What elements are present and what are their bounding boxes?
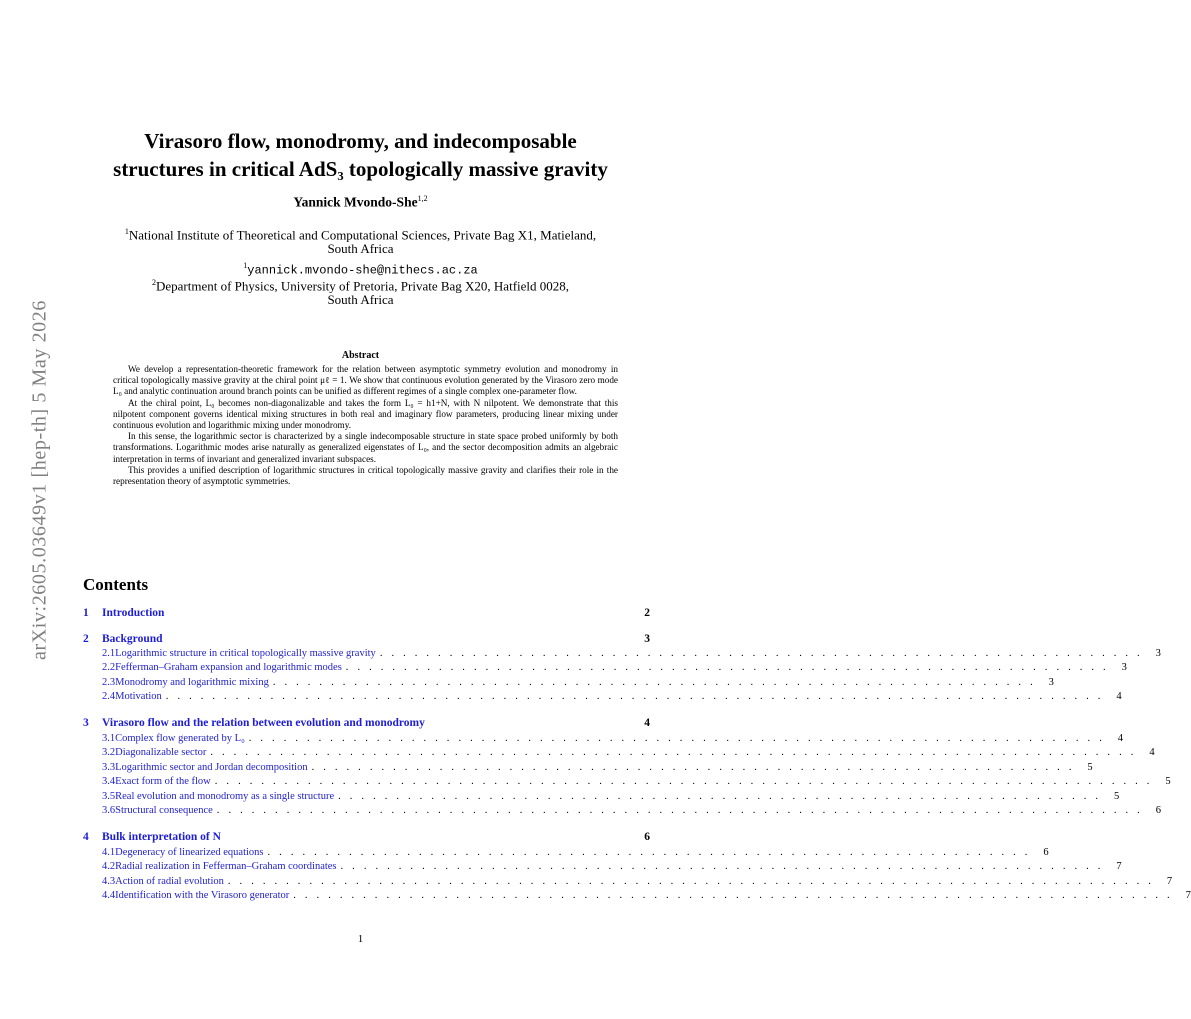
affiliation-2-line-2: South Africa	[327, 292, 394, 307]
toc-page-number: 3	[1155, 648, 1161, 659]
abstract-heading: Abstract	[341, 350, 380, 361]
toc-dot-leader: . . . . . . . . . . . . . . . . . . . . . . . . . . . . . . . . . . . . . . . . . . . . . . . . . . . . . . . . . . . . . . . . . .	[340, 861, 1104, 872]
toc-dot-leader: . . . . . . . . . . . . . . . . . . . . . . . . . . . . . . . . . . . . . . . . . . . . . . . . . . . . . . . . . . . . . . . . . .	[345, 662, 1109, 673]
toc-subsection-2-2[interactable]	[83, 662, 1127, 673]
abstract-body	[113, 364, 618, 487]
toc-page-number: 5	[1087, 762, 1093, 773]
toc-subsection-title: Identification with the Virasoro generator	[115, 890, 290, 901]
toc-page-number: 3	[644, 633, 650, 645]
toc-subsection-title: Degeneracy of linearized equations	[115, 847, 264, 858]
toc-subsection-4-2[interactable]	[83, 861, 1122, 872]
toc-dot-leader: . . . . . . . . . . . . . . . . . . . . . . . . . . . . . . . . . . . . . . . . . . . . . . . . . . . . . . . . . . . . . . . . . . . . . . . . . . . . . . . . .	[214, 776, 1153, 787]
toc-page-number: 7	[1166, 876, 1173, 887]
arxiv-stamp-text: arXiv:2605.03649v1 [hep-th] 5 May 2026	[28, 300, 51, 660]
toc-dot-leader: . . . . . . . . . . . . . . . . . . . . . . . . . . . . . . . . . . . . . . . . . . . . . . . . . . . . . . . . . . . . . . . . . .	[267, 847, 1031, 858]
toc-subsection-3-3[interactable]	[83, 762, 1093, 773]
paper-title-line-2: structures in critical AdS₃ topologically massive gravity	[113, 157, 608, 181]
author-affiliation-marks: 1,2	[417, 194, 428, 203]
toc-page-number: 5	[1113, 791, 1120, 802]
toc-subsection-2-3[interactable]	[83, 677, 1054, 688]
toc-subsection-number: 4.4	[102, 890, 116, 901]
abstract-paragraph: This provides a unified description of logarithmic structures in critical topologically massive gravity and clarifies their role in the representation theory of asymptotic symmetries.	[113, 464, 618, 487]
toc-section-number: 3	[83, 717, 89, 729]
toc-section-number: 4	[83, 831, 89, 843]
toc-page-number: 7	[1116, 861, 1122, 872]
toc-section-title: Introduction	[102, 607, 165, 619]
toc-subsection-title: Logarithmic sector and Jordan decomposition	[115, 762, 308, 773]
toc-dot-leader: . . . . . . . . . . . . . . . . . . . . . . . . . . . . . . . . . . . . . . . . . . . . . . . . . . . . . . . . . . . . . . . . . . . . . . . . . . . .	[293, 890, 1173, 901]
affiliation-2-mark: 2	[151, 278, 156, 287]
affiliation-1-line-2: South Africa	[327, 241, 394, 256]
toc-page-number: 4	[644, 717, 650, 729]
toc-subsection-number: 2.2	[102, 662, 116, 673]
toc-page-number: 3	[1048, 677, 1054, 688]
toc-page-number: 4	[1116, 691, 1122, 702]
toc-subsection-3-1[interactable]	[83, 733, 1124, 744]
toc-subsection-4-1[interactable]	[83, 847, 1049, 858]
toc-section-title: Bulk interpretation of N	[102, 831, 221, 843]
toc-dot-leader: . . . . . . . . . . . . . . . . . . . . . . . . . . . . . . . . . . . . . . . . . . . . . . . . . . . . . . . . . . . . . . . . . . . . . . . . . . . . . . . .	[216, 805, 1143, 816]
toc-subsection-title: Structural consequence	[115, 805, 213, 816]
toc-subsection-2-4[interactable]	[83, 691, 1122, 702]
toc-subsection-number: 3.2	[102, 747, 116, 758]
toc-subsection-number: 2.4	[102, 691, 116, 702]
affiliation-2-text: Department of Physics, University of Pretoria, Private Bag X20, Hatfield 0028,	[155, 278, 570, 294]
author-email-link[interactable]: yannick.mvondo-she@nithecs.ac.za	[247, 263, 478, 278]
toc-subsection-3-4[interactable]	[83, 776, 1171, 787]
toc-subsection-title: Fefferman–Graham expansion and logarithmic modes	[115, 662, 342, 673]
toc-section-title: Virasoro flow and the relation between evolution and monodromy	[102, 717, 425, 729]
toc-subsection-3-5[interactable]	[83, 791, 1120, 802]
author	[0, 194, 721, 211]
abstract-paragraph: In this sense, the logarithmic sector is characterized by a single indecomposable structure in state space probed uniformly by both transformations. Logarithmic modes arise naturally as generalized eigenstates of L₀, and the sector decomposition admits an algebraic interpretation in terms of invariant and generalized invariant subspaces.	[113, 431, 618, 464]
toc-subsection-title: Logarithmic structure in critical topologically massive gravity	[115, 648, 376, 659]
toc-page-number: 6	[644, 831, 650, 843]
email-affiliation-mark: 1	[243, 261, 248, 270]
toc-subsection-4-4[interactable]	[83, 890, 1191, 901]
toc-subsection-number: 3.5	[102, 791, 116, 802]
toc-section-bulk-interpretation[interactable]	[83, 831, 650, 843]
toc-page-number: 6	[1155, 805, 1161, 816]
toc-subsection-number: 4.2	[102, 861, 116, 872]
toc-page-number: 3	[1121, 662, 1127, 673]
toc-subsection-2-1[interactable]	[83, 648, 1161, 659]
toc-section-introduction[interactable]	[83, 607, 650, 619]
toc-subsection-number: 4.3	[102, 876, 116, 887]
toc-subsection-3-2[interactable]	[83, 747, 1155, 758]
toc-page-number: 6	[1043, 847, 1049, 858]
toc-page-number: 4	[1149, 747, 1155, 758]
toc-section-background[interactable]	[83, 633, 650, 645]
toc-subsection-number: 3.3	[102, 762, 116, 773]
toc-subsection-title: Monodromy and logarithmic mixing	[115, 677, 269, 688]
toc-subsection-number: 3.4	[102, 776, 116, 787]
affiliation-1-mark: 1	[124, 227, 129, 236]
toc-dot-leader: . . . . . . . . . . . . . . . . . . . . . . . . . . . . . . . . . . . . . . . . . . . . . . . . . . . . . . . . . . . . . . . . . .	[338, 791, 1102, 802]
toc-subsection-number: 2.3	[102, 677, 116, 688]
toc-subsection-title: Complex flow generated by L₀	[115, 733, 245, 744]
abstract-paragraph: At the chiral point, L₀ becomes non-diagonalizable and takes the form L₀ = h1+N, with N nilpotent. We demonstrate that this nilpotent component governs identical mixing structures in both real and imaginary flow parameters, producing linear mixing under continuous evolution and logarithmic mixing under monodromy.	[113, 397, 618, 431]
page-number: 1	[357, 933, 364, 945]
toc-subsection-number: 4.1	[102, 847, 116, 858]
toc-section-virasoro-flow[interactable]	[83, 717, 650, 729]
toc-section-title: Background	[102, 633, 163, 645]
toc-dot-leader: . . . . . . . . . . . . . . . . . . . . . . . . . . . . . . . . . . . . . . . . . . . . . . . . . . . . . . . . . . . . . . . . . . . . . . . . . . . . . . . . .	[165, 691, 1104, 702]
contents-heading: Contents	[83, 575, 149, 594]
toc-subsection-title: Radial realization in Fefferman–Graham coordinates	[115, 861, 337, 872]
abstract-paragraph: We develop a representation-theoretic framework for the relation between asymptotic symmetry evolution and monodromy in critical topologically massive gravity at the chiral point μℓ = 1. We show that continuous evolution generated by the Virasoro zero mode L₀ and analytic continuation around branch points can be unified as different regimes of a single complex one-parameter flow.	[113, 364, 618, 397]
toc-dot-leader: . . . . . . . . . . . . . . . . . . . . . . . . . . . . . . . . . . . . . . . . . . . . . . . . . . . . . . . . . . . . . . . . . . . . . . . . . . . . . . . .	[227, 876, 1155, 887]
toc-dot-leader: . . . . . . . . . . . . . . . . . . . . . . . . . . . . . . . . . . . . . . . . . . . . . . . . . . . . . . . . . . . . . . . . . .	[311, 762, 1075, 773]
toc-subsection-title: Motivation	[115, 691, 162, 702]
toc-subsection-title: Exact form of the flow	[115, 776, 211, 787]
toc-section-number: 1	[83, 607, 89, 619]
toc-dot-leader: . . . . . . . . . . . . . . . . . . . . . . . . . . . . . . . . . . . . . . . . . . . . . . . . . . . . . . . . . . . . . . . . . .	[272, 677, 1036, 688]
toc-section-number: 2	[83, 633, 89, 645]
toc-dot-leader: . . . . . . . . . . . . . . . . . . . . . . . . . . . . . . . . . . . . . . . . . . . . . . . . . . . . . . . . . . . . . . . . . .	[379, 648, 1143, 659]
author-name: Yannick Mvondo-She	[293, 194, 418, 210]
toc-subsection-title: Diagonalizable sector	[115, 747, 207, 758]
toc-subsection-number: 2.1	[102, 648, 116, 659]
toc-subsection-3-6[interactable]	[83, 805, 1161, 816]
toc-subsection-title: Action of radial evolution	[115, 876, 224, 887]
toc-subsection-number: 3.6	[102, 805, 116, 816]
toc-page-number: 7	[1185, 890, 1191, 901]
paper-title-line-1: Virasoro flow, monodromy, and indecomposable	[144, 129, 577, 153]
toc-dot-leader: . . . . . . . . . . . . . . . . . . . . . . . . . . . . . . . . . . . . . . . . . . . . . . . . . . . . . . . . . . . . . . . . . . . . . . . . . .	[248, 733, 1106, 744]
toc-dot-leader: . . . . . . . . . . . . . . . . . . . . . . . . . . . . . . . . . . . . . . . . . . . . . . . . . . . . . . . . . . . . . . . . . . . . . . . . . . . . . . . .	[210, 747, 1137, 758]
affiliation-1-text: National Institute of Theoretical and Computational Sciences, Private Bag X1, Matieland,	[128, 227, 597, 243]
toc-subsection-number: 3.1	[102, 733, 116, 744]
toc-page-number: 2	[644, 607, 650, 619]
toc-page-number: 5	[1165, 776, 1171, 787]
toc-subsection-title: Real evolution and monodromy as a single structure	[115, 791, 335, 802]
toc-subsection-4-3[interactable]	[83, 876, 1173, 887]
toc-page-number: 4	[1117, 733, 1124, 744]
